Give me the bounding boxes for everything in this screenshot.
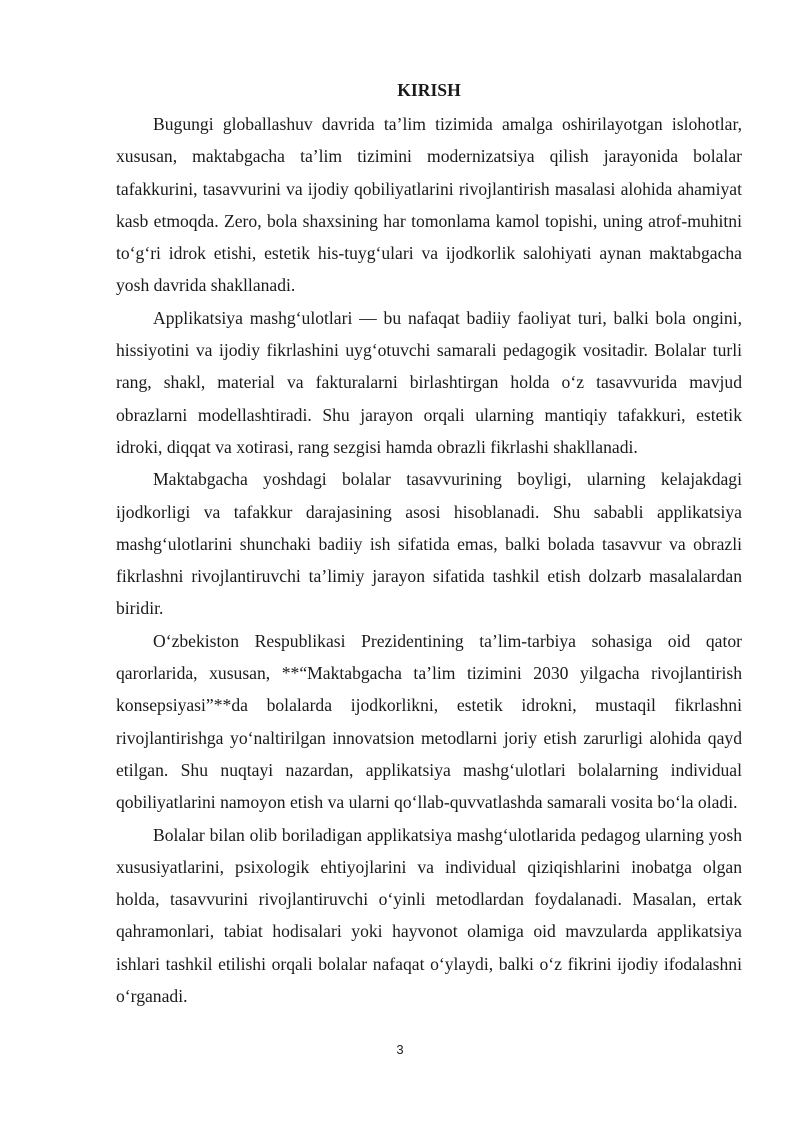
page-number: 3 [396,1042,404,1057]
paragraph-3: Maktabgacha yoshdagi bolalar tasavvurining boyligi, ularning kelajakdagi ijodkorligi va tafakkur darajasining asosi hisoblanadi. Shu sababli applikatsiya mashg‘ulotlarini shunchaki badiiy ish sifatida emas, balki bolada tasavvur va obrazli fikrlashni rivojlantiruvchi ta’limiy jarayon sifatida tashkil etish dolzarb masalalardan biridir. [116,469,742,619]
section-heading: KIRISH [397,80,461,100]
paragraph-5: Bolalar bilan olib boriladigan applikatsiya mashg‘ulotlarida pedagog ularning yosh xususiyatlarini, psixologik ehtiyojlarini va individual qiziqishlarini inobatga olgan holda, tasavvurini rivojlantiruvchi o‘yinli metodlardan foydalanadi. Masalan, ertak qahramonlari, tabiat hodisalari yoki hayvonot olamiga oid mavzularda applikatsiya ishlari tashkil etilishi orqali bolalar nafaqat o‘ylaydi, balki o‘z fikrini ijodiy ifodalashni o‘rganadi. [116,824,742,1007]
paragraph-1: Bugungi globallashuv davrida ta’lim tizimida amalga oshirilayotgan islohotlar, xususan, maktabgacha ta’lim tizimini modernizatsiya qilish jarayonida bolalar tafakkurini, tasavvurini va ijodiy qobiliyatlarini rivojlantirish masalasi alohida ahamiyat kasb etmoqda. Zero, bola shaxsining har tomonlama kamol topishi, uning atrof-muhitni to‘g‘ri idrok etishi, estetik his-tuyg‘ulari va ijodkorlik salohiyati aynan maktabgacha yosh davrida shakllanadi. [116,114,742,296]
paragraph-4: O‘zbekiston Respublikasi Prezidentining ta’lim-tarbiya sohasiga oid qator qarorlarida, xususan, **“Maktabgacha ta’lim tizimini 2030 yilgacha rivojlantirish konsepsiyasi”**da bolalarda ijodkorlikni, estetik idrokni, mustaqil fikrlashni rivojlantirishga yo‘naltirilgan innovatsion metodlarni joriy etish zarurligi alohida qayd etilgan. Shu nuqtayi nazardan, applikatsiya mashg‘ulotlari bolalarning individual qobiliyatlarini namoyon etish va ularni qo‘llab-quvvatlashda samarali vosita bo‘la oladi. [116,630,742,813]
paragraph-2: Applikatsiya mashg‘ulotlari — bu nafaqat badiiy faoliyat turi, balki bola ongini, hissiyotini va ijodiy fikrlashini uyg‘otuvchi samarali pedagogik vositadir. Bolalar turli rang, shakl, material va fakturalarni birlashtirgan holda o‘z tasavvurida mavjud obrazlarni modellashtiradi. Shu jarayon orqali ularning mantiqiy tafakkuri, estetik idroki, diqqat va xotirasi, rang sezgisi hamda obrazli fikrlashi shakllanadi. [116,307,742,457]
page-content [116,76,742,1012]
